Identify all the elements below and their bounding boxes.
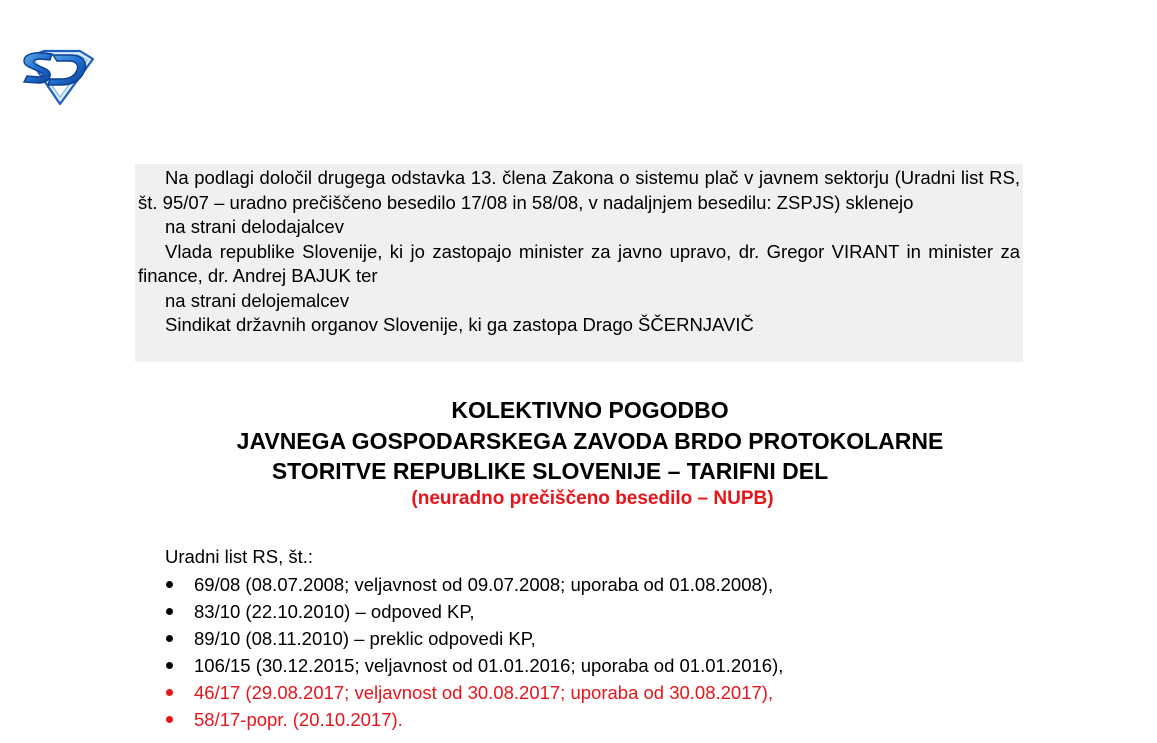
gazette-item-text: 69/08 (08.07.2008; veljavnost od 09.07.2008; uporaba od 01.08.2008), <box>194 574 774 595</box>
sd-logo-icon <box>20 48 96 106</box>
gazette-label: Uradni list RS, št.: <box>165 546 314 567</box>
bullet-icon <box>166 689 173 696</box>
gazette-item-highlighted <box>165 706 783 733</box>
bullet-icon <box>166 581 173 588</box>
title-line-3: STORITVE REPUBLIKE SLOVENIJE – TARIFNI DEL <box>271 458 829 484</box>
gazette-list <box>165 571 783 733</box>
document-subtitle: (neuradno prečiščeno besedilo – NUPB) <box>411 488 774 509</box>
sd-union-logo <box>20 48 96 106</box>
preamble-union: Sindikat državnih organov Slovenije, ki ga zastopa Drago ŠČERNJAVIČ <box>165 314 754 335</box>
gazette-references <box>165 544 783 733</box>
gazette-item <box>165 571 783 598</box>
gazette-item-text: 58/17-popr. (20.10.2017). <box>194 709 403 730</box>
gazette-item-text: 83/10 (22.10.2010) – odpoved KP, <box>194 601 475 622</box>
gazette-item-text: 106/15 (30.12.2015; veljavnost od 01.01.2016; uporaba od 01.01.2016), <box>194 655 784 676</box>
preamble-government: Vlada republike Slovenije, ki jo zastopajo minister za javno upravo, dr. Gregor VIRANT in minister za finance, dr. Andrej BAJUK ter <box>138 240 1020 286</box>
preamble-block <box>135 164 1023 362</box>
bullet-icon <box>166 635 173 642</box>
gazette-item-text: 46/17 (29.08.2017; veljavnost od 30.08.2017; uporaba od 30.08.2017), <box>194 682 774 703</box>
document-title <box>135 395 1045 487</box>
gazette-item-highlighted <box>165 679 783 706</box>
preamble-legal-basis: Na podlagi določil drugega odstavka 13. člena Zakona o sistemu plač v javnem sektorju (Uradni list RS, št. 95/07 – uradno prečiščeno besedilo 17/08 in 58/08, v nadaljnjem besedilu: ZSPJS) sklenejo <box>138 167 1020 213</box>
bullet-icon <box>166 662 173 669</box>
bullet-icon <box>166 716 173 723</box>
gazette-item <box>165 652 783 679</box>
title-line-2: JAVNEGA GOSPODARSKEGA ZAVODA BRDO PROTOKOLARNE <box>236 427 944 454</box>
preamble-employee-side: na strani delojemalcev <box>165 289 350 311</box>
gazette-item <box>165 625 783 652</box>
preamble-employer-side: na strani delodajalcev <box>165 216 344 237</box>
bullet-icon <box>166 608 173 615</box>
gazette-item <box>165 598 783 625</box>
gazette-item-text: 89/10 (08.11.2010) – preklic odpovedi KP, <box>194 628 536 649</box>
title-line-1: KOLEKTIVNO POGODBO <box>451 397 729 423</box>
